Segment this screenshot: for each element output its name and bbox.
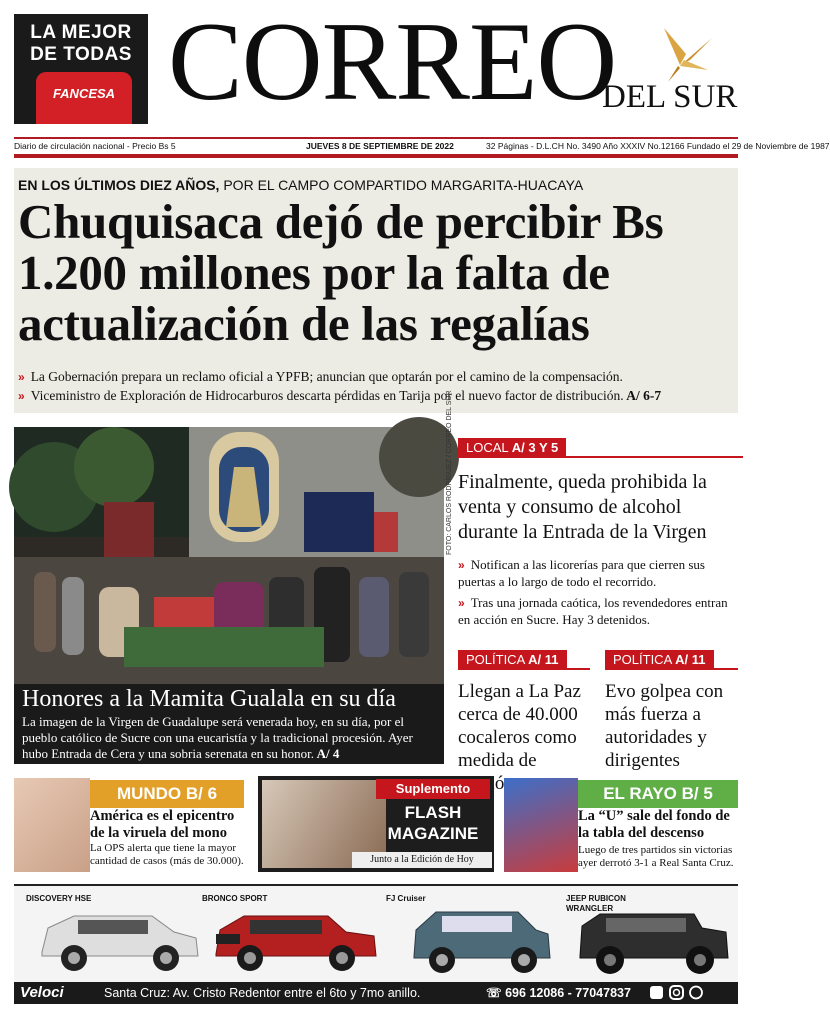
- dealer-address: Santa Cruz: Av. Cristo Redentor entre el 6to y 7mo anillo.: [104, 986, 421, 1000]
- issue-date: JUEVES 8 DE SEPTIEMBRE DE 2022: [306, 141, 454, 151]
- circulation-info: Diario de circulación nacional - Precio Bs 5: [14, 141, 176, 151]
- photo-credit: FOTO: CARLOS RODRÍGUEZ / CORREO DEL SUR: [446, 390, 453, 555]
- chevron-right-icon: »: [458, 558, 465, 572]
- promo-shirt-text: FANCESA: [52, 86, 116, 101]
- promo-box[interactable]: [14, 14, 148, 124]
- lead-bullet-1: » La Gobernación prepara un reclamo oficial a YPFB; anuncian que optarán por el camino de la compensación.: [18, 369, 623, 384]
- car-label-4a: JEEP RUBICON: [566, 894, 626, 903]
- mundo-section-tag[interactable]: MUNDO B/ 6: [90, 780, 244, 808]
- newspaper-logo[interactable]: CORREO: [168, 0, 617, 124]
- local-headline[interactable]: Finalmente, queda prohibida la venta y consumo de alcohol durante la Entrada de la Virgen: [458, 471, 707, 543]
- local-bullet-1: » Notifican a las licorerías para que cierren sus puertas a lo largo de todo el recorrido.: [458, 557, 705, 589]
- chevron-right-icon: »: [458, 596, 465, 610]
- car-icon: [34, 904, 204, 976]
- dealer-brand: Veloci: [20, 984, 64, 1001]
- masthead-rule: [14, 137, 738, 139]
- mundo-headline[interactable]: América es el epicentro de la viruela del mono: [90, 808, 235, 841]
- chevron-right-icon: »: [18, 370, 25, 384]
- promo-line2: DE TODAS: [30, 44, 132, 65]
- supplement-label: Suplemento: [376, 779, 490, 799]
- flash-footer: Junto a la Edición de Hoy: [352, 852, 492, 868]
- car-label-1: DISCOVERY HSE: [26, 894, 92, 903]
- rayo-section-tag[interactable]: EL RAYO B/ 5: [578, 780, 738, 808]
- mundo-thumbnail[interactable]: [14, 778, 90, 872]
- local-bullet-2: » Tras una jornada caótica, los revendedores entran en acción en Sucre. Hay 3 detenidos.: [458, 595, 728, 627]
- promo-line1: LA MEJOR: [30, 22, 132, 43]
- chevron-right-icon: »: [18, 389, 25, 403]
- car-icon: [406, 900, 556, 978]
- rayo-text: Luego de tres partidos sin victorias ayer derrotó 3-1 a Real Santa Cruz.: [578, 844, 734, 869]
- lead-kicker: [18, 176, 583, 194]
- car-label-2: BRONCO SPORT: [202, 894, 268, 903]
- politica-section-tag-2[interactable]: POLÍTICA A/ 11: [605, 650, 714, 670]
- politica-headline-1[interactable]: Llegan a La Paz cerca de 40.000 cocaleros como medida de: [458, 681, 581, 771]
- photo-page-ref: A/ 4: [314, 746, 340, 761]
- politica-section-tag-1[interactable]: POLÍTICA A/ 11: [458, 650, 567, 670]
- photo-story-title[interactable]: Honores a la Mamita Gualala en su día: [22, 686, 396, 712]
- issue-details: 32 Páginas - D.L.CH No. 3490 Año XXXIV No.12166 Fundado el 29 de Noviembre de 1987: [486, 141, 830, 151]
- rayo-thumbnail[interactable]: [504, 778, 578, 872]
- politica-headline-2[interactable]: Evo golpea con más fuerza a autoridades y dirigentes: [605, 681, 724, 771]
- procession-photo[interactable]: [14, 427, 444, 685]
- lead-page-ref: A/ 6-7: [623, 388, 662, 403]
- newspaper-subtitle: DEL SUR: [602, 79, 738, 115]
- procession-illustration: [14, 427, 444, 685]
- social-icons: [650, 986, 710, 1000]
- car-icon: [574, 904, 734, 978]
- promo-shirt: [36, 72, 132, 124]
- car-icon: [210, 904, 380, 976]
- local-section-tag[interactable]: LOCAL A/ 3 Y 5: [458, 438, 566, 458]
- rayo-headline[interactable]: La “U” sale del fondo de la tabla del descenso: [578, 808, 730, 841]
- dealer-phone: ☏ 696 12086 - 77047837: [486, 986, 631, 1000]
- info-bar-rule: [14, 154, 738, 158]
- mundo-text: La OPS alerta que tiene la mayor cantidad de casos (más de 30.000).: [90, 842, 244, 867]
- lead-kicker-bold: EN LOS ÚLTIMOS DIEZ AÑOS,: [18, 177, 220, 193]
- lead-kicker-rest: POR EL CAMPO COMPARTIDO MARGARITA-HUACAYA: [219, 177, 584, 193]
- photo-story-text: La imagen de la Virgen de Guadalupe será venerada hoy, en su día, por el pueblo católico de Sucre con una eucaristía y la tradicional procesión. Ayer hubo Entrada de Cera y una sobria serenata en su honor. A/ 4: [22, 714, 413, 761]
- car-label-4b: WRANGLER: [566, 904, 614, 913]
- flash-magazine-title: FLASH MAGAZINE: [387, 803, 479, 843]
- phone-icon: ☏: [486, 986, 506, 1000]
- lead-headline[interactable]: Chuquisaca dejó de percibir Bs 1.200 millones por la falta de actualización de las regalías: [18, 194, 664, 351]
- lead-bullet-2: » Viceministro de Exploración de Hidrocarburos descarta pérdidas en Tarija por el nuevo factor de distribución. A/ 6-7: [18, 388, 662, 403]
- car-label-3: FJ Cruiser: [386, 894, 426, 903]
